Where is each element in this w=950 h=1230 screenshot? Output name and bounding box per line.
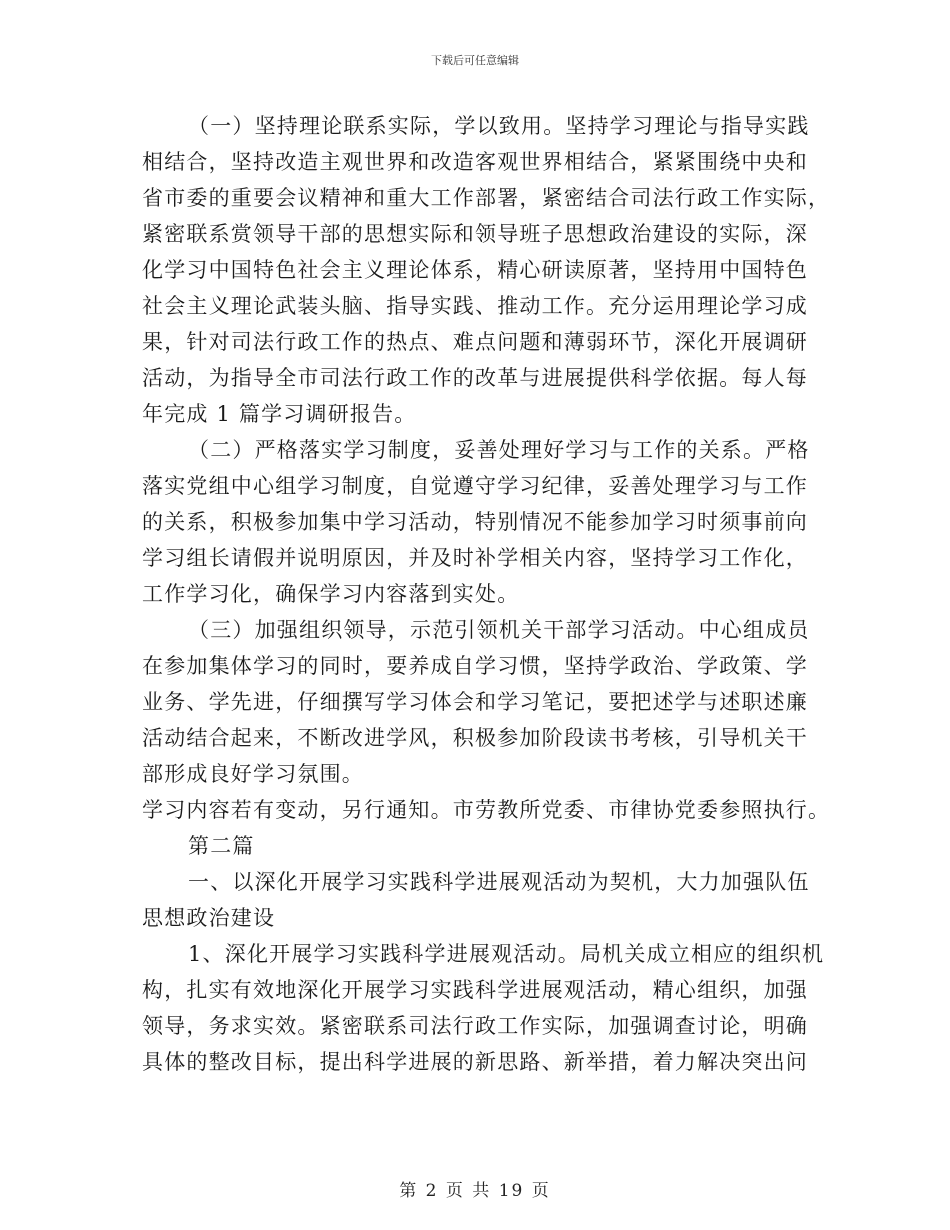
body-line: 一、以深化开展学习实践科学进展观活动为契机，大力加强队伍 [188,870,810,894]
body-line: 在参加集体学习的同时，要养成自学习惯，坚持学政治、学政策、学 [142,654,808,678]
body-line: 业务、学先进，仔细撰写学习体会和学习笔记，要把述学与述职述廉 [142,690,808,714]
body-line: 1、深化开展学习实践科学进展观活动。局机关成立相应的组织机 [188,942,825,966]
body-line: （一）坚持理论联系实际，学以致用。坚持学习理论与指导实践 [188,114,810,138]
body-line: 紧密联系赏领导干部的思想实际和领导班子思想政治建设的实际，深 [142,222,808,246]
body-line: 部形成良好学习氛围。 [142,762,364,786]
document-body [142,108,831,1080]
section-heading: 第二篇 [188,834,255,858]
body-line: 社会主义理论武装头脑、指导实践、推动工作。充分运用理论学习成 [142,294,808,318]
page-header: 下载后可任意编辑 [431,54,519,67]
body-line: 活动，为指导全市司法行政工作的改革与进展提供科学依据。每人每 [142,366,808,390]
body-line: 思想政治建设 [142,906,276,930]
body-line: 相结合，坚持改造主观世界和改造客观世界相结合，紧紧围绕中央和 [142,150,808,174]
body-line: 学习组长请假并说明原因，并及时补学相关内容，坚持学习工作化， [142,546,808,570]
page-number: 第 2 页 共 19 页 [399,1181,551,1201]
body-line: （二）严格落实学习制度，妥善处理好学习与工作的关系。严格 [188,438,810,462]
body-line: 工作学习化，确保学习内容落到实处。 [142,582,520,606]
body-line: （三）加强组织领导，示范引领机关干部学习活动。中心组成员 [188,618,810,642]
body-line: 化学习中国特色社会主义理论体系，精心研读原著，坚持用中国特色 [142,258,808,282]
body-line: 构，扎实有效地深化开展学习实践科学进展观活动，精心组织，加强 [142,978,808,1002]
body-line: 学习内容若有变动，另行通知。市劳教所党委、市律协党委参照执行。 [142,798,831,822]
body-line: 年完成 1 篇学习调研报告。 [142,402,417,426]
body-line: 的关系，积极参加集中学习活动，特别情况不能参加学习时须事前向 [142,510,808,534]
body-line: 果，针对司法行政工作的热点、难点问题和薄弱环节，深化开展调研 [142,330,808,354]
body-line: 领导，务求实效。紧密联系司法行政工作实际，加强调查讨论，明确 [142,1014,808,1038]
body-line: 具体的整改目标，提出科学进展的新思路、新举措，着力解决突出问 [142,1050,808,1074]
body-line: 活动结合起来，不断改进学风，积极参加阶段读书考核，引导机关干 [142,726,808,750]
body-line: 省市委的重要会议精神和重大工作部署，紧密结合司法行政工作实际， [142,186,831,210]
body-line: 落实党组中心组学习制度，自觉遵守学习纪律，妥善处理学习与工作 [142,474,808,498]
